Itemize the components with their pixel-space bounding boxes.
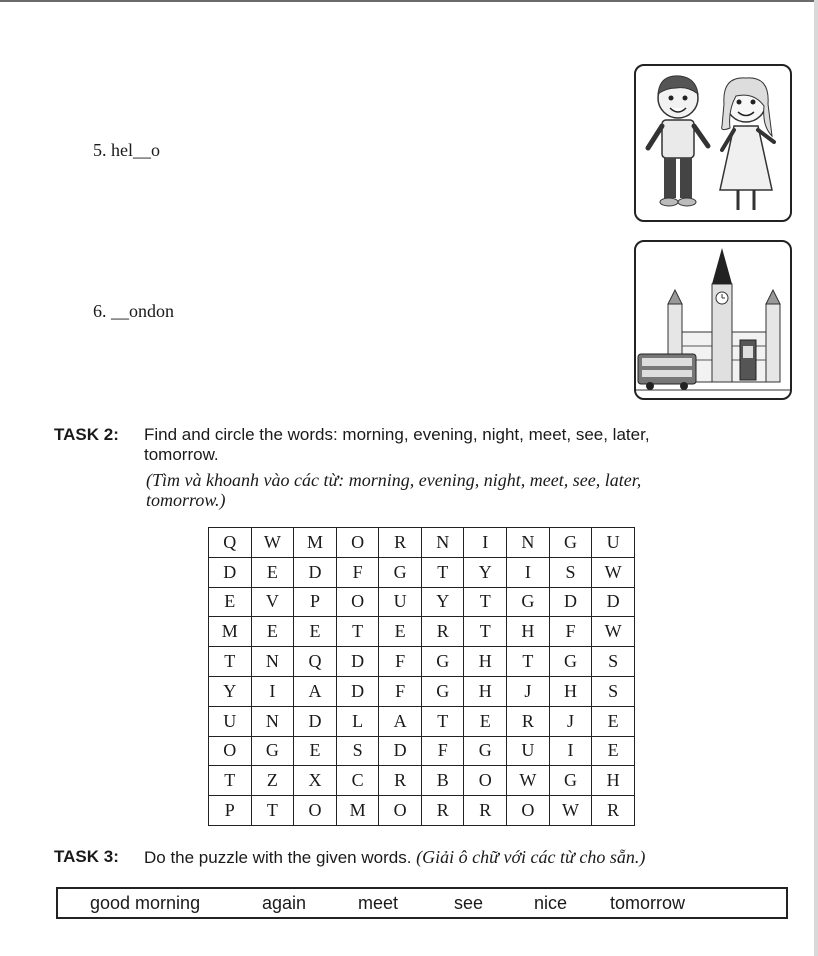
- exercise-6-text: __ondon: [111, 301, 174, 321]
- grid-cell: W: [549, 796, 592, 826]
- grid-cell: I: [464, 528, 507, 558]
- grid-cell: E: [294, 617, 337, 647]
- grid-cell: I: [251, 676, 294, 706]
- grid-row: [209, 676, 635, 706]
- grid-cell: F: [336, 557, 379, 587]
- grid-cell: H: [464, 647, 507, 677]
- grid-cell: E: [592, 706, 635, 736]
- grid-cell: T: [336, 617, 379, 647]
- children-icon: [636, 66, 790, 220]
- grid-cell: W: [592, 557, 635, 587]
- page-right-edge: [814, 0, 818, 956]
- word-bank-word: tomorrow: [610, 893, 686, 913]
- grid-cell: T: [464, 587, 507, 617]
- grid-cell: G: [549, 766, 592, 796]
- grid-cell: T: [251, 796, 294, 826]
- grid-cell: C: [336, 766, 379, 796]
- grid-cell: T: [464, 617, 507, 647]
- grid-cell: F: [421, 736, 464, 766]
- grid-cell: T: [209, 766, 252, 796]
- grid-cell: R: [421, 617, 464, 647]
- word-bank-word: meet: [358, 893, 399, 913]
- grid-cell: M: [336, 796, 379, 826]
- grid-cell: H: [592, 766, 635, 796]
- word-bank-word: nice: [534, 893, 568, 913]
- grid-cell: R: [464, 796, 507, 826]
- grid-cell: G: [464, 736, 507, 766]
- exercise-5-text: hel__o: [111, 140, 160, 160]
- grid-cell: E: [294, 736, 337, 766]
- grid-cell: B: [421, 766, 464, 796]
- grid-cell: Y: [464, 557, 507, 587]
- grid-cell: S: [549, 557, 592, 587]
- grid-cell: Y: [421, 587, 464, 617]
- grid-cell: H: [507, 617, 550, 647]
- grid-cell: R: [379, 766, 422, 796]
- word-bank-word: see: [454, 893, 484, 913]
- grid-cell: O: [209, 736, 252, 766]
- grid-cell: F: [379, 676, 422, 706]
- grid-cell: O: [294, 796, 337, 826]
- grid-cell: W: [251, 528, 294, 558]
- grid-cell: N: [251, 706, 294, 736]
- grid-cell: G: [549, 528, 592, 558]
- grid-row: [209, 766, 635, 796]
- grid-row: [209, 557, 635, 587]
- word-bank-word: good morning: [90, 893, 201, 913]
- grid-cell: D: [209, 557, 252, 587]
- grid-cell: E: [209, 587, 252, 617]
- grid-cell: W: [507, 766, 550, 796]
- grid-row: [209, 528, 635, 558]
- grid-cell: G: [549, 647, 592, 677]
- grid-cell: O: [507, 796, 550, 826]
- grid-row: [209, 706, 635, 736]
- grid-cell: V: [251, 587, 294, 617]
- word-bank-word: again: [262, 893, 307, 913]
- grid-cell: R: [379, 528, 422, 558]
- task2-label: TASK 2:: [54, 425, 119, 444]
- grid-cell: D: [294, 706, 337, 736]
- grid-cell: E: [251, 557, 294, 587]
- grid-row: [209, 587, 635, 617]
- grid-cell: S: [592, 676, 635, 706]
- grid-cell: D: [549, 587, 592, 617]
- grid-cell: S: [592, 647, 635, 677]
- grid-cell: J: [549, 706, 592, 736]
- grid-cell: A: [294, 676, 337, 706]
- grid-cell: Q: [209, 528, 252, 558]
- task2-translation-line1: (Tìm và khoanh vào các từ: morning, evening, night, meet, see, later,: [146, 470, 642, 490]
- grid-cell: D: [336, 676, 379, 706]
- word-bank-box: [56, 887, 788, 919]
- grid-cell: U: [507, 736, 550, 766]
- grid-cell: P: [294, 587, 337, 617]
- exercise-6-number: 6.: [93, 301, 107, 321]
- task3-instruction-line: [144, 847, 645, 868]
- page-top-edge: [0, 0, 818, 2]
- grid-cell: S: [336, 736, 379, 766]
- grid-row: [209, 617, 635, 647]
- grid-cell: U: [209, 706, 252, 736]
- grid-cell: F: [549, 617, 592, 647]
- grid-cell: R: [592, 796, 635, 826]
- children-hello-picture: [634, 64, 792, 222]
- grid-cell: O: [379, 796, 422, 826]
- grid-cell: L: [336, 706, 379, 736]
- grid-cell: D: [294, 557, 337, 587]
- grid-cell: E: [251, 617, 294, 647]
- grid-cell: T: [507, 647, 550, 677]
- grid-cell: R: [421, 796, 464, 826]
- grid-row: [209, 796, 635, 826]
- grid-cell: D: [592, 587, 635, 617]
- task2-instruction-line1: Find and circle the words: morning, evening, night, meet, see, later,: [144, 425, 650, 444]
- grid-row: [209, 736, 635, 766]
- grid-cell: N: [251, 647, 294, 677]
- grid-cell: G: [507, 587, 550, 617]
- task2-instruction-line2: tomorrow.: [144, 445, 219, 464]
- london-landmarks-picture: [634, 240, 792, 400]
- grid-cell: F: [379, 647, 422, 677]
- task3-label: TASK 3:: [54, 847, 119, 866]
- task3-instruction: Do the puzzle with the given words.: [144, 848, 412, 867]
- grid-cell: X: [294, 766, 337, 796]
- grid-cell: O: [336, 528, 379, 558]
- grid-cell: G: [251, 736, 294, 766]
- grid-cell: N: [507, 528, 550, 558]
- grid-cell: O: [336, 587, 379, 617]
- word-search-grid: [208, 527, 635, 826]
- grid-cell: D: [379, 736, 422, 766]
- grid-row: [209, 647, 635, 677]
- grid-cell: J: [507, 676, 550, 706]
- grid-cell: R: [507, 706, 550, 736]
- grid-cell: I: [507, 557, 550, 587]
- grid-cell: T: [421, 706, 464, 736]
- grid-cell: W: [592, 617, 635, 647]
- grid-cell: O: [464, 766, 507, 796]
- grid-cell: I: [549, 736, 592, 766]
- grid-cell: Q: [294, 647, 337, 677]
- grid-cell: H: [464, 676, 507, 706]
- grid-cell: U: [379, 587, 422, 617]
- exercise-6: [93, 301, 174, 322]
- grid-cell: T: [421, 557, 464, 587]
- grid-cell: G: [421, 647, 464, 677]
- grid-cell: N: [421, 528, 464, 558]
- grid-cell: U: [592, 528, 635, 558]
- grid-cell: E: [592, 736, 635, 766]
- grid-cell: E: [379, 617, 422, 647]
- big-ben-icon: [636, 242, 790, 398]
- grid-cell: T: [209, 647, 252, 677]
- grid-cell: Y: [209, 676, 252, 706]
- grid-cell: D: [336, 647, 379, 677]
- grid-cell: M: [294, 528, 337, 558]
- grid-cell: G: [421, 676, 464, 706]
- grid-cell: H: [549, 676, 592, 706]
- grid-cell: Z: [251, 766, 294, 796]
- grid-cell: G: [379, 557, 422, 587]
- grid-cell: M: [209, 617, 252, 647]
- task3-translation: (Giải ô chữ với các từ cho sẵn.): [416, 847, 646, 867]
- exercise-5: [93, 140, 160, 161]
- grid-cell: E: [464, 706, 507, 736]
- task2-translation-line2: tomorrow.): [146, 490, 226, 510]
- grid-cell: P: [209, 796, 252, 826]
- exercise-5-number: 5.: [93, 140, 107, 160]
- grid-cell: A: [379, 706, 422, 736]
